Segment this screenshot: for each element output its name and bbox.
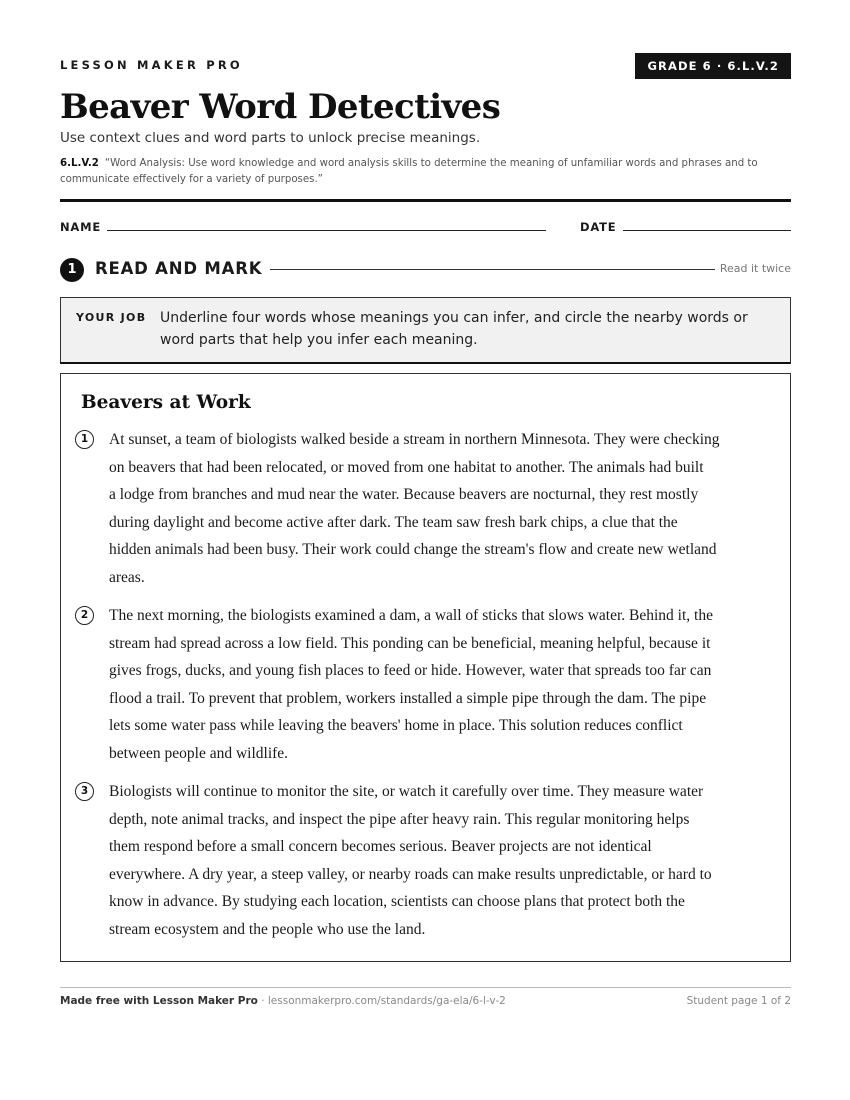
section-heading: READ AND MARK bbox=[95, 259, 263, 278]
student-info-row bbox=[60, 219, 791, 235]
section-rule bbox=[270, 269, 715, 270]
passage-line: flood a trail. To prevent that problem, workers installed a simple pipe through the dam. The pipe bbox=[109, 689, 707, 707]
passage-line: gives frogs, ducks, and young fish places to feed or hide. However, water that spreads too far can bbox=[109, 662, 712, 680]
paragraph-number-badge: 2 bbox=[75, 606, 94, 625]
passage-line: on beavers that had been relocated, or moved from one habitat to another. The animals had built bbox=[109, 458, 704, 476]
passage-line: At sunset, a team of biologists walked beside a stream in northern Minnesota. They were checking bbox=[109, 431, 720, 448]
task-box bbox=[60, 297, 791, 364]
paragraph-number-badge: 1 bbox=[75, 430, 94, 449]
passage-line: Biologists will continue to monitor the site, or watch it carefully over time. They measure water bbox=[109, 783, 704, 800]
passage-line: hidden animals had been busy. Their work could change the stream's flow and create new wetland bbox=[109, 541, 717, 559]
header-divider bbox=[60, 199, 791, 202]
passage-line: know in advance. By studying each location, scientists can choose plans that protect both the bbox=[109, 893, 685, 911]
passage-line: during daylight and become active after dark. The team saw fresh bark chips, a clue that the bbox=[109, 513, 678, 531]
passage-line: areas. bbox=[109, 568, 145, 586]
passage-line: everywhere. A dry year, a steep valley, or nearby roads can make results unpredictable, or hard to bbox=[109, 865, 712, 883]
footer-separator: · bbox=[257, 995, 268, 1007]
worksheet-page bbox=[60, 0, 791, 1100]
passage-line: The next morning, the biologists examined a dam, a wall of sticks that slows water. Behind it, the bbox=[109, 607, 713, 624]
passage-paragraph bbox=[109, 778, 774, 944]
footer-divider bbox=[60, 987, 791, 988]
standard-description bbox=[60, 156, 791, 188]
passage-line: a lodge from branches and mud near the water. Because beavers are nocturnal, they rest mostly bbox=[109, 486, 699, 504]
passage-line: them respond before a small concern becomes serious. Beaver projects are not identical bbox=[109, 838, 652, 856]
reading-passage bbox=[60, 373, 791, 962]
name-field[interactable] bbox=[107, 230, 546, 231]
passage-paragraph bbox=[109, 602, 774, 768]
section-header bbox=[60, 257, 791, 283]
name-label: NAME bbox=[60, 220, 102, 234]
task-label: YOUR JOB bbox=[76, 311, 147, 324]
passage-line: between people and wildlife. bbox=[109, 744, 289, 762]
footer-url[interactable]: lessonmakerpro.com/standards/ga-ela/6-l-v-2 bbox=[267, 995, 506, 1007]
passage-line: lets some water pass while leaving the beavers' home in place. This solution reduces conflict bbox=[109, 717, 683, 735]
passage-title: Beavers at Work bbox=[81, 392, 251, 413]
footer-credit bbox=[60, 995, 506, 1007]
passage-paragraph bbox=[109, 426, 774, 592]
task-instructions: Underline four words whose meanings you can infer, and circle the nearby words or word parts that help you infer each meaning. bbox=[160, 310, 748, 348]
passage-line: stream had spread across a low field. This ponding can be beneficial, meaning helpful, because it bbox=[109, 634, 711, 652]
brand-name: LESSON MAKER PRO bbox=[60, 58, 243, 72]
page-subtitle: Use context clues and word parts to unlock precise meanings. bbox=[60, 130, 481, 146]
section-number-badge: 1 bbox=[60, 258, 84, 282]
passage-line: depth, note animal tracks, and inspect the pipe after heavy rain. This regular monitoring helps bbox=[109, 810, 690, 828]
footer-brand: Made free with Lesson Maker Pro bbox=[60, 995, 258, 1007]
standard-code: 6.L.V.2 bbox=[60, 158, 99, 169]
grade-badge: GRADE 6 · 6.L.V.2 bbox=[635, 53, 791, 79]
section-note: Read it twice bbox=[719, 262, 791, 275]
page-number: Student page 1 of 2 bbox=[686, 995, 791, 1007]
date-label: DATE bbox=[580, 220, 617, 234]
date-field[interactable] bbox=[623, 230, 791, 231]
page-title: Beaver Word Detectives bbox=[60, 87, 501, 127]
paragraph-number-badge: 3 bbox=[75, 782, 94, 801]
standard-text: “Word Analysis: Use word knowledge and word analysis skills to determine the meaning of unfamiliar words and phrases and to communicate effectively for a variety of purposes.” bbox=[60, 158, 758, 185]
passage-line: stream ecosystem and the people who use the land. bbox=[109, 920, 426, 938]
